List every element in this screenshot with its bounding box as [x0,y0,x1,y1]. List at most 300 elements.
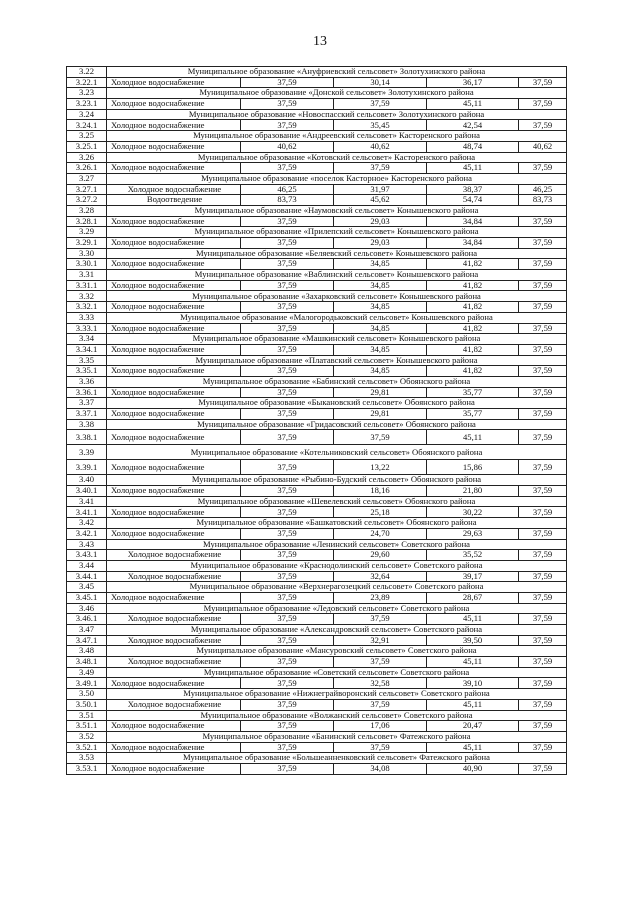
tariff-value-4: 37,59 [519,614,567,625]
tariff-value-3: 39,17 [427,571,519,582]
tariff-value-3: 40,90 [427,763,519,774]
tariff-value-3: 41,82 [427,259,519,270]
section-title: Муниципальное образование «Рыбино-Будский сельсовет» Обоянского района [107,475,567,486]
tariff-value-1: 37,59 [241,550,334,561]
section-row [67,88,567,99]
table-row [67,460,567,475]
service-name: Холодное водоснабжение [107,507,241,518]
tariff-value-2: 31,97 [334,184,427,195]
row-number: 3.25.1 [67,141,107,152]
service-name: Холодное водоснабжение [107,323,241,334]
table-row [67,99,567,110]
row-number: 3.40 [67,475,107,486]
table-row [67,635,567,646]
section-row [67,291,567,302]
section-title: Муниципальное образование «Волжанский сельсовет» Советского района [107,710,567,721]
row-number: 3.27.2 [67,195,107,206]
tariff-value-1: 37,59 [241,259,334,270]
tariff-value-1: 37,59 [241,678,334,689]
table-row [67,280,567,291]
section-row [67,67,567,78]
section-row [67,710,567,721]
row-number: 3.53.1 [67,763,107,774]
row-number: 3.48 [67,646,107,657]
table-row [67,344,567,355]
tariff-value-2: 29,81 [334,387,427,398]
service-name: Холодное водоснабжение [107,657,241,668]
row-number: 3.29.1 [67,238,107,249]
row-number: 3.22 [67,67,107,78]
table-row [67,77,567,88]
tariff-value-3: 41,82 [427,280,519,291]
tariff-value-3: 35,52 [427,550,519,561]
tariff-value-4: 37,59 [519,387,567,398]
tariff-value-4: 37,59 [519,528,567,539]
tariff-value-3: 21,80 [427,486,519,497]
row-number: 3.40.1 [67,486,107,497]
tariff-value-4: 37,59 [519,763,567,774]
row-number: 3.26.1 [67,163,107,174]
section-row [67,496,567,507]
tariff-value-4: 37,59 [519,460,567,475]
section-title: Муниципальное образование «Котельниковский сельсовет» Обоянского района [107,445,567,460]
tariff-value-3: 41,82 [427,302,519,313]
table-row [67,678,567,689]
tariff-value-2: 45,62 [334,195,427,206]
tariff-value-1: 37,59 [241,430,334,445]
row-number: 3.33.1 [67,323,107,334]
section-title: Муниципальное образование «Большеанненковский сельсовет» Фатежского района [107,753,567,764]
tariff-value-2: 29,81 [334,409,427,420]
tariff-value-4: 37,59 [519,486,567,497]
tariff-value-1: 37,59 [241,592,334,603]
service-name: Холодное водоснабжение [107,259,241,270]
tariff-value-2: 32,91 [334,635,427,646]
service-name: Холодное водоснабжение [107,120,241,131]
row-number: 3.35.1 [67,366,107,377]
tariff-value-4: 37,59 [519,430,567,445]
service-name: Холодное водоснабжение [107,344,241,355]
tariff-value-2: 37,59 [334,742,427,753]
row-number: 3.52 [67,731,107,742]
section-row [67,355,567,366]
row-number: 3.49 [67,667,107,678]
row-number: 3.47 [67,625,107,636]
section-row [67,109,567,120]
table-row [67,366,567,377]
section-title: Муниципальное образование «Верхнерагозецкий сельсовет» Советского района [107,582,567,593]
tariff-value-2: 23,89 [334,592,427,603]
table-row [67,657,567,668]
tariff-value-1: 37,59 [241,635,334,646]
tariff-value-2: 32,64 [334,571,427,582]
section-title: Муниципальное образование «Беляевский сельсовет» Конышевского района [107,248,567,259]
tariff-value-2: 40,62 [334,141,427,152]
row-number: 3.24 [67,109,107,120]
table-row [67,216,567,227]
service-name: Холодное водоснабжение [107,635,241,646]
row-number: 3.22.1 [67,77,107,88]
table-row [67,120,567,131]
tariff-table [66,66,567,775]
section-title: Муниципальное образование «Александровский сельсовет» Советского района [107,625,567,636]
section-title: Муниципальное образование «Андреевский сельсовет» Касторенского района [107,131,567,142]
tariff-value-2: 30,14 [334,77,427,88]
tariff-value-2: 34,85 [334,302,427,313]
row-number: 3.50 [67,689,107,700]
tariff-value-1: 37,59 [241,120,334,131]
tariff-value-4: 37,59 [519,507,567,518]
tariff-value-3: 45,11 [427,699,519,710]
table-row [67,184,567,195]
service-name: Холодное водоснабжение [107,216,241,227]
row-number: 3.42.1 [67,528,107,539]
service-name: Холодное водоснабжение [107,238,241,249]
section-row [67,753,567,764]
tariff-value-4: 37,59 [519,635,567,646]
tariff-value-1: 37,59 [241,302,334,313]
tariff-value-1: 37,59 [241,742,334,753]
tariff-value-3: 54,74 [427,195,519,206]
tariff-value-1: 37,59 [241,77,334,88]
table-row [67,430,567,445]
table-row [67,592,567,603]
row-number: 3.39 [67,445,107,460]
section-title: Муниципальное образование «Ледовский сельсовет» Советского района [107,603,567,614]
row-number: 3.41.1 [67,507,107,518]
service-name: Холодное водоснабжение [107,99,241,110]
section-row [67,445,567,460]
row-number: 3.36 [67,376,107,387]
tariff-table-body [67,67,567,775]
service-name: Холодное водоснабжение [107,614,241,625]
tariff-value-3: 34,84 [427,238,519,249]
service-name: Холодное водоснабжение [107,486,241,497]
tariff-value-4: 37,59 [519,344,567,355]
section-title: Муниципальное образование «Ленинский сельсовет» Советского района [107,539,567,550]
table-row [67,699,567,710]
tariff-value-4: 37,59 [519,678,567,689]
row-number: 3.37 [67,398,107,409]
tariff-value-3: 45,11 [427,657,519,668]
tariff-value-1: 37,59 [241,763,334,774]
section-title: Муниципальное образование «Банинский сельсовет» Фатежского района [107,731,567,742]
table-row [67,141,567,152]
section-row [67,227,567,238]
section-row [67,539,567,550]
row-number: 3.27.1 [67,184,107,195]
section-row [67,560,567,571]
service-name: Холодное водоснабжение [107,571,241,582]
tariff-value-2: 13,22 [334,460,427,475]
tariff-value-1: 37,59 [241,571,334,582]
tariff-value-4: 37,59 [519,721,567,732]
tariff-value-2: 29,03 [334,216,427,227]
section-row [67,248,567,259]
table-row [67,528,567,539]
tariff-value-3: 45,11 [427,99,519,110]
section-title: Муниципальное образование «Советский сельсовет» Советского района [107,667,567,678]
row-number: 3.31.1 [67,280,107,291]
tariff-value-1: 37,59 [241,657,334,668]
section-title: Муниципальное образование «Шевелевский сельсовет» Обоянского района [107,496,567,507]
table-row [67,259,567,270]
tariff-value-3: 15,86 [427,460,519,475]
row-number: 3.30.1 [67,259,107,270]
table-row [67,550,567,561]
table-row [67,742,567,753]
service-name: Холодное водоснабжение [107,742,241,753]
row-number: 3.49.1 [67,678,107,689]
tariff-value-2: 37,59 [334,430,427,445]
service-name: Холодное водоснабжение [107,721,241,732]
service-name: Холодное водоснабжение [107,163,241,174]
tariff-value-3: 41,82 [427,366,519,377]
section-row [67,334,567,345]
section-row [67,152,567,163]
row-number: 3.45 [67,582,107,593]
tariff-value-4: 37,59 [519,699,567,710]
section-row [67,398,567,409]
row-number: 3.52.1 [67,742,107,753]
tariff-value-4: 37,59 [519,409,567,420]
table-row [67,387,567,398]
section-row [67,312,567,323]
table-row [67,302,567,313]
tariff-value-1: 37,59 [241,699,334,710]
section-row [67,131,567,142]
tariff-value-1: 37,59 [241,614,334,625]
tariff-value-1: 37,59 [241,280,334,291]
service-name: Холодное водоснабжение [107,141,241,152]
tariff-value-1: 37,59 [241,344,334,355]
section-row [67,270,567,281]
tariff-value-1: 37,59 [241,366,334,377]
tariff-value-2: 35,45 [334,120,427,131]
row-number: 3.41 [67,496,107,507]
tariff-value-1: 37,59 [241,99,334,110]
tariff-value-1: 37,59 [241,216,334,227]
tariff-value-4: 37,59 [519,592,567,603]
section-title: Муниципальное образование «Ваблинский сельсовет» Конышевского района [107,270,567,281]
row-number: 3.42 [67,518,107,529]
section-title: Муниципальное образование «Платавский сельсовет» Конышевского района [107,355,567,366]
tariff-value-4: 46,25 [519,184,567,195]
page-number: 13 [313,34,327,49]
service-name: Холодное водоснабжение [107,699,241,710]
service-name: Холодное водоснабжение [107,592,241,603]
service-name: Холодное водоснабжение [107,77,241,88]
table-row [67,571,567,582]
tariff-value-3: 30,22 [427,507,519,518]
tariff-value-4: 83,73 [519,195,567,206]
section-row [67,625,567,636]
tariff-value-2: 24,70 [334,528,427,539]
service-name: Водоотведение [107,195,241,206]
section-title: Муниципальное образование «Быкановский сельсовет» Обоянского района [107,398,567,409]
table-row [67,238,567,249]
row-number: 3.24.1 [67,120,107,131]
section-row [67,173,567,184]
row-number: 3.28 [67,205,107,216]
tariff-value-2: 37,59 [334,699,427,710]
section-row [67,646,567,657]
row-number: 3.25 [67,131,107,142]
tariff-value-3: 20,47 [427,721,519,732]
row-number: 3.29 [67,227,107,238]
row-number: 3.48.1 [67,657,107,668]
row-number: 3.44 [67,560,107,571]
row-number: 3.45.1 [67,592,107,603]
row-number: 3.51.1 [67,721,107,732]
section-row [67,419,567,430]
row-number: 3.46.1 [67,614,107,625]
tariff-value-2: 34,85 [334,323,427,334]
section-row [67,205,567,216]
service-name: Холодное водоснабжение [107,763,241,774]
table-row [67,721,567,732]
tariff-value-1: 37,59 [241,460,334,475]
row-number: 3.32.1 [67,302,107,313]
row-number: 3.36.1 [67,387,107,398]
section-title: Муниципальное образование «Прилепский сельсовет» Конышевского района [107,227,567,238]
section-title: Муниципальное образование «Захарковский сельсовет» Конышевского района [107,291,567,302]
section-title: Муниципальное образование «поселок Касторное» Касторенского района [107,173,567,184]
tariff-value-3: 45,11 [427,614,519,625]
tariff-value-3: 41,82 [427,344,519,355]
tariff-value-1: 37,59 [241,238,334,249]
section-row [67,667,567,678]
row-number: 3.27 [67,173,107,184]
service-name: Холодное водоснабжение [107,184,241,195]
tariff-value-4: 37,59 [519,366,567,377]
tariff-value-2: 37,59 [334,99,427,110]
tariff-value-1: 40,62 [241,141,334,152]
row-number: 3.34.1 [67,344,107,355]
tariff-value-4: 37,59 [519,657,567,668]
tariff-value-2: 17,06 [334,721,427,732]
tariff-value-4: 37,59 [519,302,567,313]
row-number: 3.28.1 [67,216,107,227]
tariff-value-3: 42,54 [427,120,519,131]
service-name: Холодное водоснабжение [107,409,241,420]
row-number: 3.33 [67,312,107,323]
tariff-value-2: 34,85 [334,344,427,355]
tariff-value-3: 45,11 [427,430,519,445]
tariff-value-2: 34,85 [334,280,427,291]
table-row [67,486,567,497]
tariff-value-1: 37,59 [241,387,334,398]
tariff-value-1: 37,59 [241,486,334,497]
tariff-value-1: 83,73 [241,195,334,206]
tariff-value-4: 37,59 [519,571,567,582]
tariff-value-3: 28,67 [427,592,519,603]
row-number: 3.32 [67,291,107,302]
tariff-value-4: 37,59 [519,77,567,88]
service-name: Холодное водоснабжение [107,366,241,377]
section-title: Муниципальное образование «Котовский сельсовет» Касторенского района [107,152,567,163]
tariff-value-3: 41,82 [427,323,519,334]
row-number: 3.23.1 [67,99,107,110]
section-row [67,689,567,700]
service-name: Холодное водоснабжение [107,387,241,398]
row-number: 3.43 [67,539,107,550]
section-title: Муниципальное образование «Малогородьковский сельсовет» Конышевского района [107,312,567,323]
tariff-value-4: 37,59 [519,259,567,270]
section-row [67,518,567,529]
tariff-value-4: 37,59 [519,742,567,753]
service-name: Холодное водоснабжение [107,550,241,561]
tariff-value-2: 34,08 [334,763,427,774]
section-title: Муниципальное образование «Новоспасский сельсовет» Золотухинского района [107,109,567,120]
tariff-value-3: 45,11 [427,163,519,174]
row-number: 3.38 [67,419,107,430]
row-number: 3.47.1 [67,635,107,646]
tariff-value-1: 37,59 [241,409,334,420]
tariff-value-2: 25,18 [334,507,427,518]
tariff-value-3: 35,77 [427,409,519,420]
section-row [67,731,567,742]
row-number: 3.53 [67,753,107,764]
section-row [67,376,567,387]
section-row [67,582,567,593]
section-title: Муниципальное образование «Гридасовский сельсовет» Обоянского района [107,419,567,430]
section-title: Муниципальное образование «Краснодолинский сельсовет» Советского района [107,560,567,571]
tariff-value-4: 37,59 [519,238,567,249]
tariff-value-1: 37,59 [241,323,334,334]
tariff-value-3: 39,50 [427,635,519,646]
tariff-value-3: 34,84 [427,216,519,227]
row-number: 3.38.1 [67,430,107,445]
tariff-value-3: 39,10 [427,678,519,689]
tariff-value-2: 37,59 [334,657,427,668]
row-number: 3.26 [67,152,107,163]
tariff-value-3: 35,77 [427,387,519,398]
tariff-value-3: 48,74 [427,141,519,152]
row-number: 3.44.1 [67,571,107,582]
section-title: Муниципальное образование «Донской сельсовет» Золотухинского района [107,88,567,99]
table-row [67,614,567,625]
tariff-value-4: 37,59 [519,216,567,227]
tariff-value-3: 38,37 [427,184,519,195]
tariff-value-2: 37,59 [334,163,427,174]
section-title: Муниципальное образование «Башкатовский сельсовет» Обоянского района [107,518,567,529]
tariff-value-1: 37,59 [241,507,334,518]
table-row [67,409,567,420]
row-number: 3.43.1 [67,550,107,561]
row-number: 3.34 [67,334,107,345]
tariff-value-4: 37,59 [519,550,567,561]
row-number: 3.30 [67,248,107,259]
tariff-value-4: 37,59 [519,323,567,334]
service-name: Холодное водоснабжение [107,430,241,445]
tariff-value-2: 34,85 [334,259,427,270]
row-number: 3.50.1 [67,699,107,710]
tariff-value-2: 32,58 [334,678,427,689]
tariff-value-1: 37,59 [241,721,334,732]
section-title: Муниципальное образование «Машкинский сельсовет» Конышевского района [107,334,567,345]
tariff-value-3: 29,63 [427,528,519,539]
row-number: 3.31 [67,270,107,281]
service-name: Холодное водоснабжение [107,302,241,313]
row-number: 3.51 [67,710,107,721]
tariff-value-3: 45,11 [427,742,519,753]
service-name: Холодное водоснабжение [107,678,241,689]
row-number: 3.46 [67,603,107,614]
service-name: Холодное водоснабжение [107,280,241,291]
tariff-value-4: 37,59 [519,163,567,174]
section-title: Муниципальное образование «Нижнеграйворонский сельсовет» Советского района [107,689,567,700]
